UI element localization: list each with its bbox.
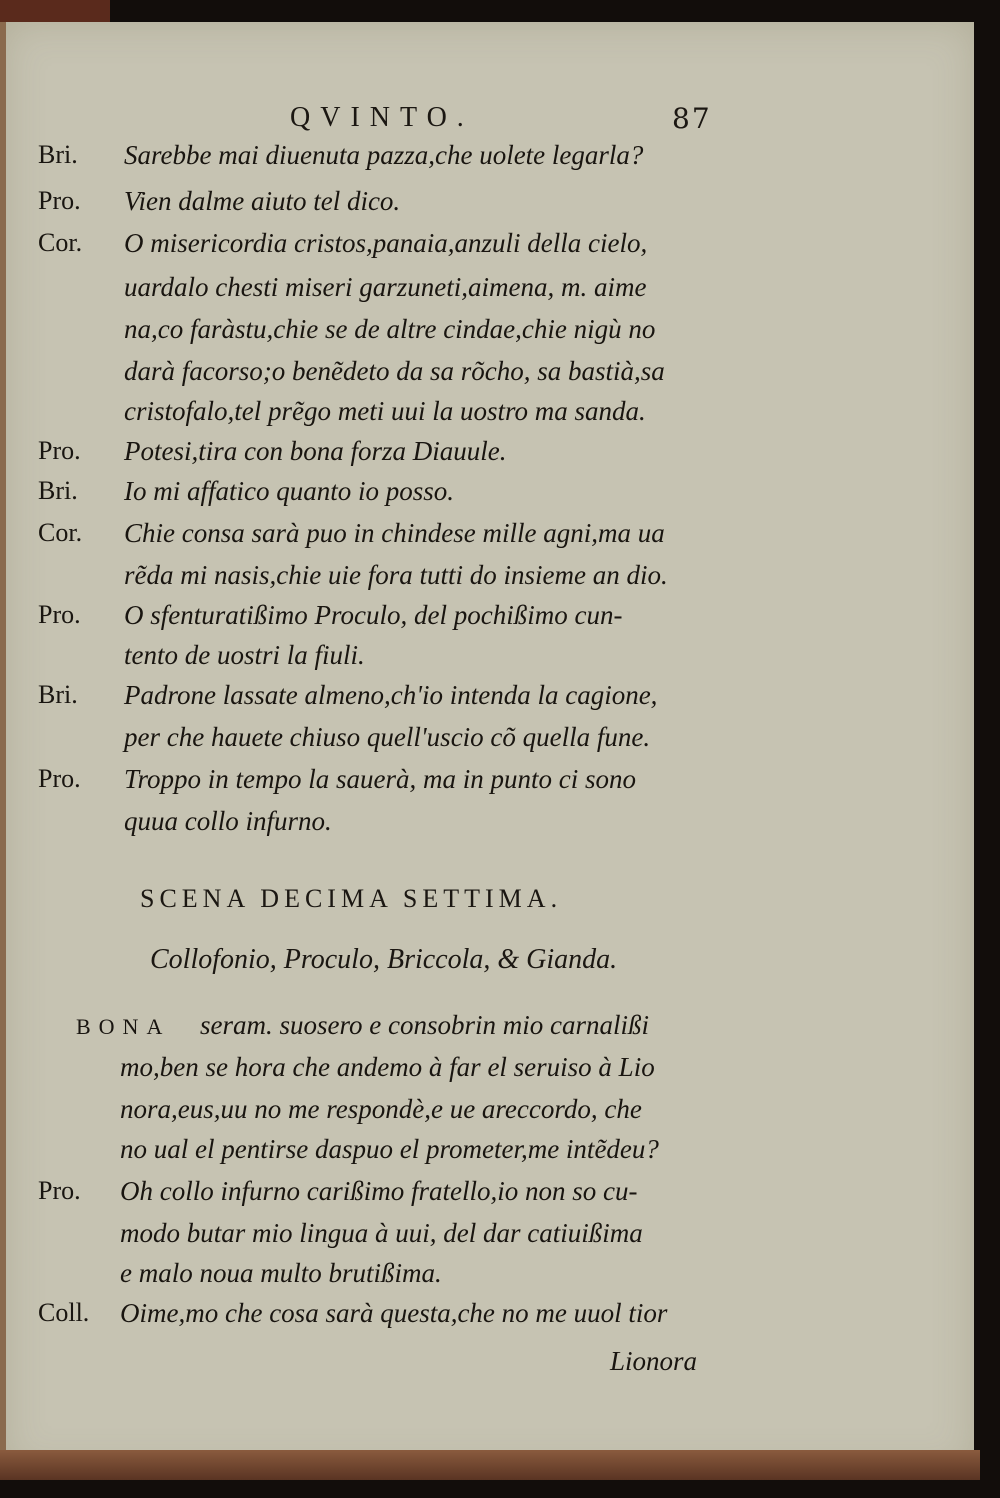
speech-text: cristofalo,tel prẽgo meti uui la uostro ma sanda.: [124, 396, 646, 426]
page-edge-left: [0, 22, 6, 1470]
speaker-label: Bri.: [38, 476, 78, 505]
speaker-label: Bri.: [38, 680, 78, 709]
speech-text: modo butar mio lingua à uui, del dar catiuißima: [120, 1218, 643, 1248]
speaker-label: Pro.: [38, 600, 81, 629]
catchword: Lionora: [610, 1346, 698, 1376]
speech-text: na,co faràstu,chie se de altre cindae,chie nigù no: [124, 314, 656, 344]
speech-text: Chie consa sarà puo in chindese mille agni,ma ua: [124, 518, 665, 548]
speech-text: rẽda mi nasis,chie uie fora tutti do insieme an dio.: [124, 560, 668, 590]
speech-text: Potesi,tira con bona forza Diauule.: [124, 436, 507, 466]
speech-text: Sarebbe mai diuenuta pazza,che uolete legarla?: [124, 140, 644, 170]
speech-line: [38, 186, 738, 228]
speech-text: Io mi affatico quanto io posso.: [124, 476, 454, 506]
speech-line: [38, 356, 738, 398]
speech-line: [38, 680, 738, 722]
running-head: QVINTO.: [290, 102, 474, 133]
speech-line: [38, 140, 738, 182]
speech-line: [38, 228, 738, 270]
speech-text: nora,eus,uu no me respondè,e ue areccordo, che: [120, 1094, 642, 1124]
speech-text: per che hauete chiuso quell'uscio cõ quella fune.: [124, 722, 651, 752]
scene-title: SCENA DECIMA SETTIMA.: [140, 884, 563, 913]
speaker-label: Pro.: [38, 186, 81, 215]
speech-line: [38, 476, 738, 518]
speech-text: Padrone lassate almeno,ch'io intenda la cagione,: [124, 680, 658, 710]
speaker-label: Coll.: [38, 1298, 90, 1327]
speech-text: seram. suosero e consobrin mio carnalißi: [200, 1010, 649, 1040]
speech-text: Oh collo infurno carißimo fratello,io non so cu-: [120, 1176, 638, 1206]
speech-text: Oime,mo che cosa sarà questa,che no me uuol tior: [120, 1298, 668, 1328]
speech-line: [200, 1010, 740, 1052]
speech-line: [38, 1258, 738, 1300]
speech-line: [38, 396, 738, 438]
speech-text: mo,ben se hora che andemo à far el seruiso à Lio: [120, 1052, 655, 1082]
speaker-label: Pro.: [38, 764, 81, 793]
binding-edge: [0, 0, 110, 22]
speaker-label: Bri.: [38, 140, 78, 169]
speech-text: quua collo infurno.: [124, 806, 332, 836]
speech-line: [38, 806, 738, 848]
speech-text: Vien dalme aiuto tel dico.: [124, 186, 401, 216]
page-edge-bottom: [0, 1450, 980, 1480]
speaker-label: Pro.: [38, 436, 81, 465]
speech-text: uardalo chesti miseri garzuneti,aimena, m. aime: [124, 272, 647, 302]
speech-line: [38, 640, 738, 682]
speech-text: Troppo in tempo la sauerà, ma in punto ci sono: [124, 764, 637, 794]
speech-line: [38, 1052, 738, 1094]
speech-line: [38, 1218, 738, 1260]
speech-line: [38, 1134, 738, 1176]
page-number: 87: [672, 102, 712, 135]
speech-line: [38, 314, 738, 356]
speech-text: no ual el pentirse daspuo el prometer,me intẽdeu?: [120, 1134, 659, 1164]
speaker-label: Cor.: [38, 518, 83, 547]
speech-text: O misericordia cristos,panaia,anzuli della cielo,: [124, 228, 648, 258]
speech-line: [38, 1298, 738, 1340]
speech-line: [38, 600, 738, 642]
opening-word: BONA: [76, 1014, 171, 1039]
speaker-label: Pro.: [38, 1176, 81, 1205]
speech-line: [38, 722, 738, 764]
speech-line: [38, 764, 738, 806]
speech-text: tento de uostri la fiuli.: [124, 640, 365, 670]
speech-line: [38, 560, 738, 602]
speaker-label: Cor.: [38, 228, 83, 257]
speech-line: [38, 1094, 738, 1136]
speech-line: [38, 272, 738, 314]
speech-text: O sfenturatißimo Proculo, del pochißimo cun-: [124, 600, 623, 630]
speech-text: darà facorso;o benẽdeto da sa rõcho, sa bastià,sa: [124, 356, 665, 386]
speech-text: e malo noua multo brutißima.: [120, 1258, 442, 1288]
scene-cast: Collofonio, Proculo, Briccola, & Gianda.: [150, 944, 618, 975]
speech-line: [38, 1176, 738, 1218]
speech-line: [38, 518, 738, 560]
speech-line: [38, 436, 738, 478]
